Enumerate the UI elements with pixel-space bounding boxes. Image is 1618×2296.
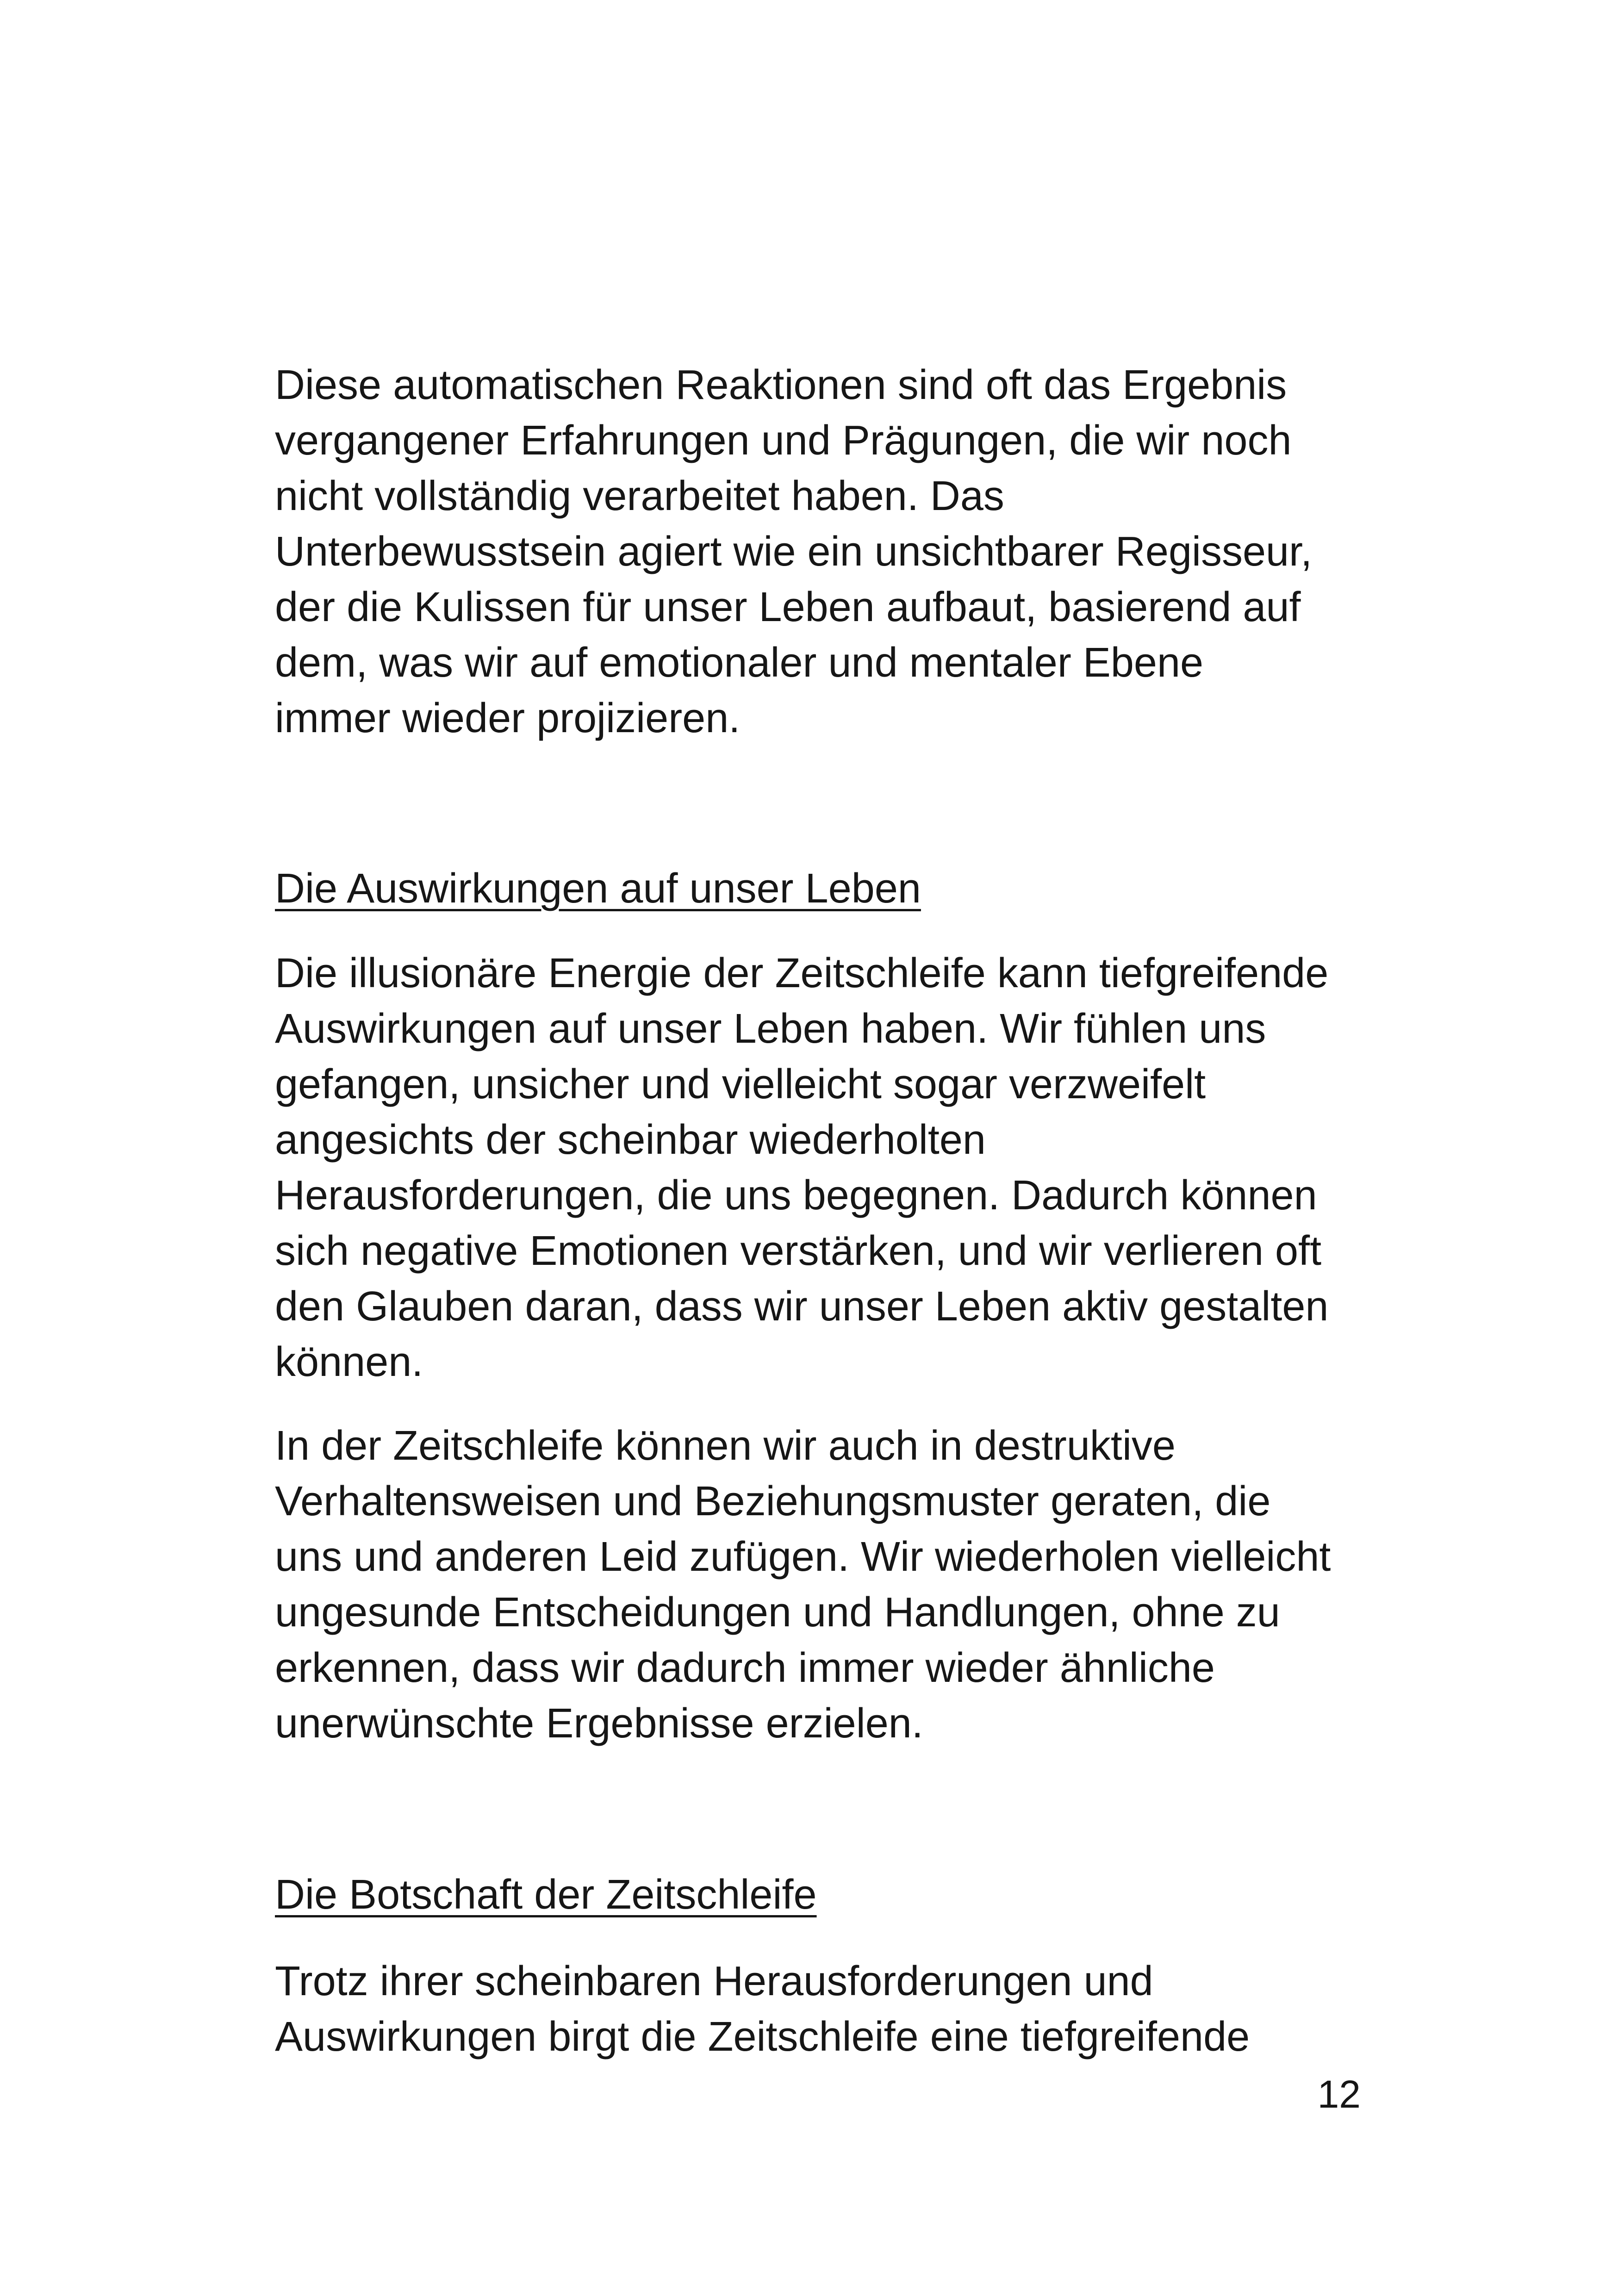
body-paragraph — [275, 357, 1376, 746]
body-paragraph — [275, 946, 1376, 1390]
text-line: nicht vollständig verarbeitet haben. Das — [275, 473, 1004, 519]
text-line: Unterbewusstsein agiert wie ein unsichtbarer Regisseur, — [275, 529, 1313, 575]
body-paragraph — [275, 1954, 1376, 2065]
text-line: gefangen, unsicher und vielleicht sogar verzweifelt — [275, 1061, 1206, 1108]
text-line: Trotz ihrer scheinbaren Herausforderungen und — [275, 1958, 1153, 2004]
text-line: ungesunde Entscheidungen und Handlungen, ohne zu — [275, 1589, 1280, 1636]
text-line: Die illusionäre Energie der Zeitschleife kann tiefgreifende — [275, 950, 1329, 996]
text-line: angesichts der scheinbar wiederholten — [275, 1117, 986, 1163]
section-heading: Die Auswirkungen auf unser Leben — [275, 865, 921, 912]
text-line: sich negative Emotionen verstärken, und wir verlieren oft — [275, 1228, 1322, 1274]
text-line: Verhaltensweisen und Beziehungsmuster geraten, die — [275, 1478, 1271, 1524]
text-line: können. — [275, 1339, 423, 1385]
page-number: 12 — [1317, 2072, 1361, 2116]
text-line: der die Kulissen für unser Leben aufbaut, basierend auf — [275, 584, 1301, 630]
text-line: immer wieder projizieren. — [275, 695, 741, 741]
text-line: Auswirkungen birgt die Zeitschleife eine tiefgreifende — [275, 2014, 1250, 2060]
text-line: erkennen, dass wir dadurch immer wieder ähnliche — [275, 1645, 1215, 1691]
text-line: Diese automatischen Reaktionen sind oft das Ergebnis — [275, 362, 1287, 408]
text-line: In der Zeitschleife können wir auch in destruktive — [275, 1423, 1176, 1469]
text-line: vergangener Erfahrungen und Prägungen, die wir noch — [275, 417, 1292, 464]
section-heading: Die Botschaft der Zeitschleife — [275, 1872, 817, 1918]
text-line: uns und anderen Leid zufügen. Wir wiederholen vielleicht — [275, 1534, 1331, 1580]
text-line: Herausforderungen, die uns begegnen. Dadurch können — [275, 1172, 1317, 1219]
text-line: Auswirkungen auf unser Leben haben. Wir fühlen uns — [275, 1006, 1266, 1052]
text-line: den Glauben daran, dass wir unser Leben aktiv gestalten — [275, 1283, 1329, 1330]
text-line: dem, was wir auf emotionaler und mentaler Ebene — [275, 640, 1204, 686]
body-paragraph — [275, 1418, 1376, 1751]
text-line: unerwünschte Ergebnisse erzielen. — [275, 1700, 923, 1747]
